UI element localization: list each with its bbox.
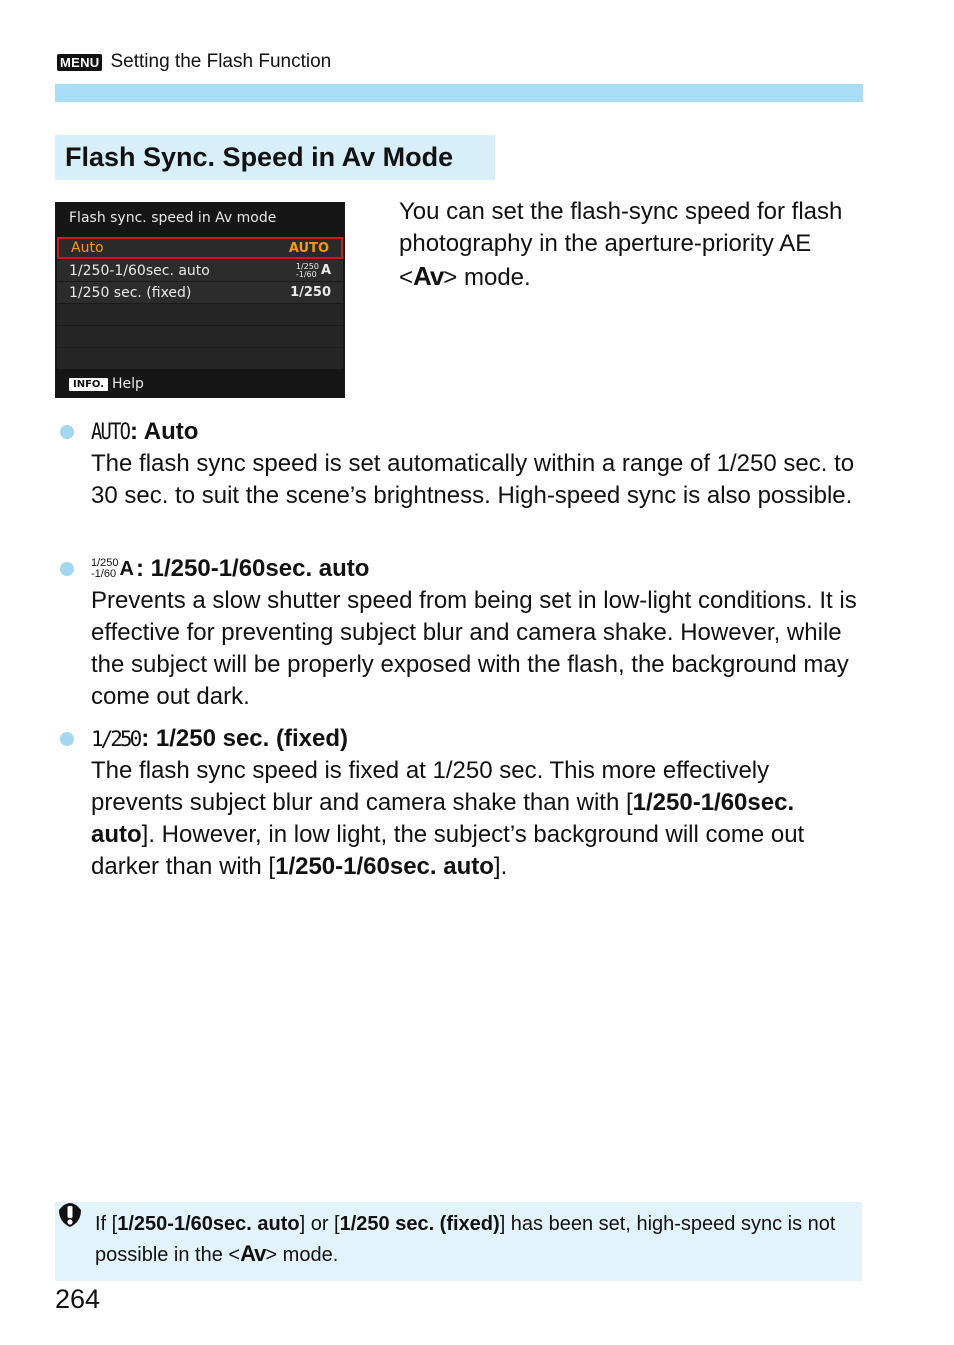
av-mode-icon: Av — [413, 261, 444, 291]
section-title: Flash Sync. Speed in Av Mode — [55, 135, 495, 180]
option-heading — [60, 723, 860, 755]
option-heading — [60, 553, 860, 585]
note-part: ] has been set, high-speed sync is not possible in the < — [95, 1213, 836, 1266]
header-title: Setting the Flash Function — [110, 51, 332, 72]
lcd-option-value: 1/250 — [290, 285, 331, 300]
lcd-option-1-250-1-60-auto[interactable] — [57, 260, 343, 282]
option-title: : Auto — [129, 418, 199, 445]
fraction-icon — [296, 263, 319, 279]
note-part: If [ — [95, 1213, 118, 1235]
help-label: Help — [112, 376, 144, 392]
lcd-option-1-250-fixed[interactable] — [57, 282, 343, 304]
page-header — [57, 50, 331, 74]
fixed-speed-icon: 1/250 — [91, 727, 140, 751]
fraction-bottom: -1/60 — [91, 568, 117, 580]
fraction-suffix: A — [320, 263, 331, 278]
desc-text: The flash sync speed is fixed at 1/250 sec. This more effectively prevents subject blur and camera shake than with [ — [91, 757, 770, 816]
caution-icon — [55, 1200, 85, 1230]
note-part: > mode. — [265, 1244, 339, 1266]
camera-menu-screen — [55, 202, 345, 398]
desc-text: ]. However, in low light, the subject’s background will come out darker than with [ — [91, 821, 805, 880]
desc-bold: 1/250-1/60sec. auto — [91, 789, 795, 848]
lcd-option-value — [296, 263, 331, 279]
option-auto — [60, 416, 860, 512]
option-description: The flash sync speed is set automatically within a range of 1/250 sec. to 30 sec. to suit the scene’s brightness. High-speed sync is also possible. — [91, 450, 855, 509]
lcd-option-label: Auto — [71, 240, 104, 256]
option-1-250-1-60-auto — [60, 553, 860, 713]
lcd-option-label: 1/250 sec. (fixed) — [69, 284, 192, 301]
fraction-auto-icon — [91, 558, 134, 581]
lcd-empty-row — [57, 326, 343, 348]
menu-icon: MENU — [57, 54, 102, 71]
desc-text: ]. — [493, 853, 508, 880]
option-1-250-fixed — [60, 723, 860, 883]
header-divider-bar — [55, 84, 863, 102]
auto-icon: AUTO — [91, 419, 130, 445]
option-description — [91, 755, 860, 883]
caution-note — [55, 1202, 862, 1281]
info-button-icon: INFO. — [69, 378, 108, 391]
bullet-icon — [60, 732, 74, 746]
lcd-option-auto[interactable] — [57, 237, 343, 259]
page-number: 264 — [55, 1284, 101, 1314]
note-bold: 1/250 sec. (fixed) — [339, 1213, 500, 1235]
note-text — [95, 1210, 855, 1270]
note-part: ] or [ — [299, 1213, 340, 1235]
lcd-option-value: AUTO — [288, 240, 329, 256]
fraction-bottom: -1/60 — [295, 269, 317, 279]
lcd-footer — [69, 376, 144, 392]
bullet-icon — [60, 562, 74, 576]
av-mode-icon: Av — [240, 1241, 266, 1266]
intro-paragraph — [399, 196, 869, 294]
fraction-top: 1/250 — [91, 557, 119, 569]
lcd-empty-row — [57, 348, 343, 370]
desc-bold: 1/250-1/60sec. auto — [275, 853, 494, 880]
lcd-title: Flash sync. speed in Av mode — [69, 210, 277, 226]
lcd-option-label: 1/250-1/60sec. auto — [69, 262, 210, 279]
bullet-icon — [60, 425, 74, 439]
fraction-top: 1/250 — [295, 261, 319, 271]
note-bold: 1/250-1/60sec. auto — [117, 1213, 300, 1235]
option-title: : 1/250 sec. (fixed) — [141, 725, 348, 752]
option-heading — [60, 416, 860, 448]
option-title: : 1/250-1/60sec. auto — [135, 555, 370, 582]
intro-text-end: > mode. — [443, 264, 531, 291]
fraction-suffix: A — [119, 557, 134, 580]
lcd-empty-row — [57, 304, 343, 326]
intro-text: You can set the flash-sync speed for flash photography in the aperture-priority AE < — [399, 198, 843, 291]
option-description: Prevents a slow shutter speed from being set in low-light conditions. It is effective for preventing subject blur and camera shake. However, while the subject will be properly exposed with the flash, the background may come out dark. — [91, 587, 857, 710]
